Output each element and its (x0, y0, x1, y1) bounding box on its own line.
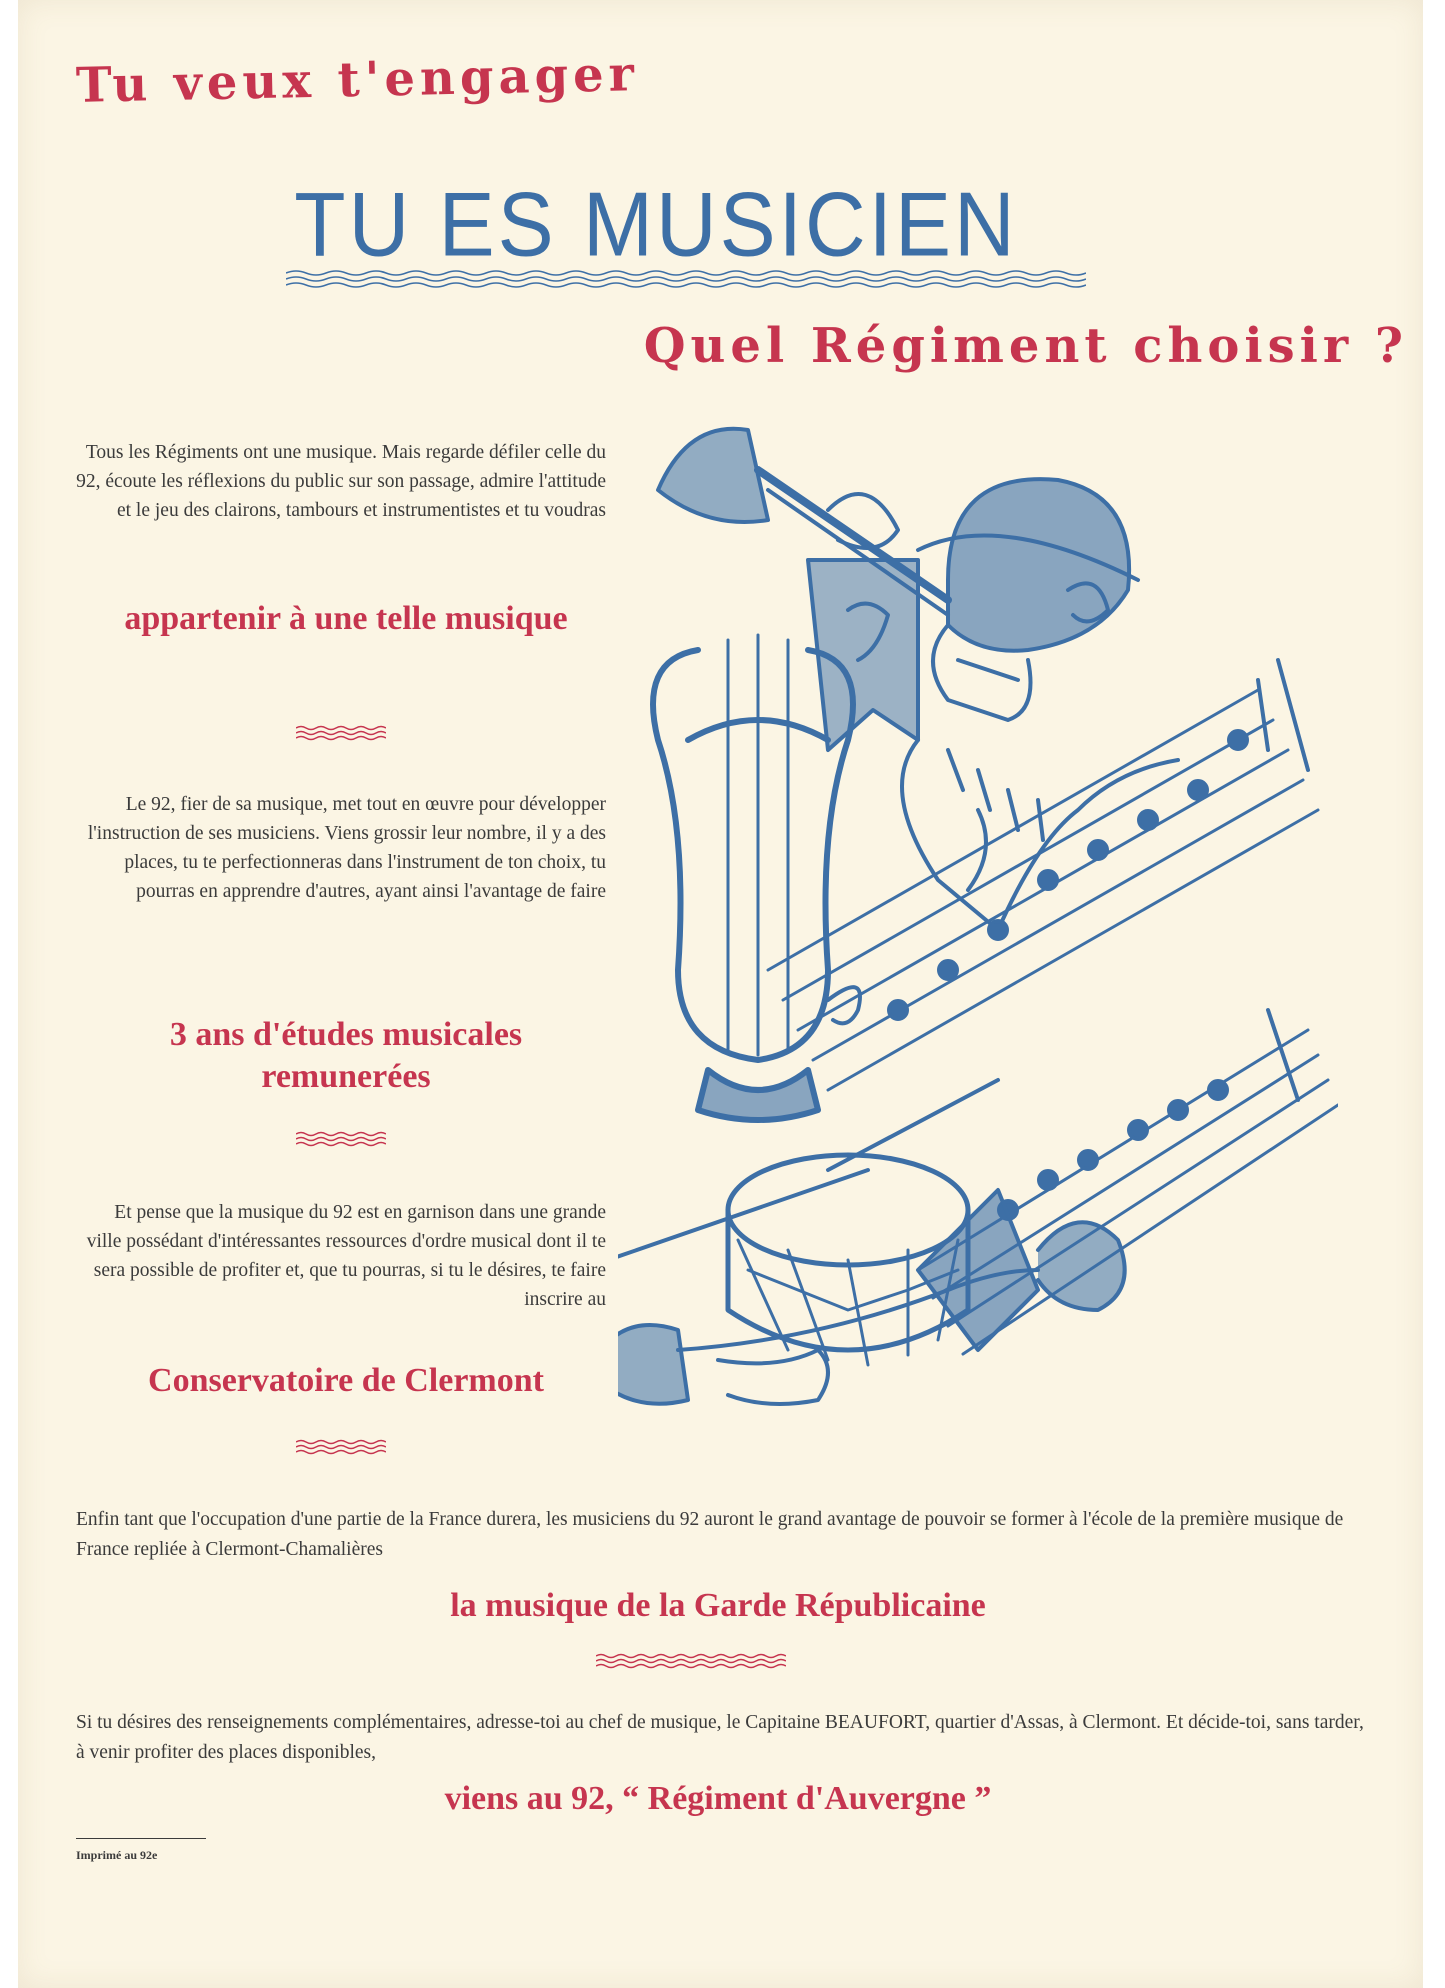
paragraph-3: Et pense que la musique du 92 est en garnison dans une grande ville possédant d'intéressantes ressources d'ordre musical dont il te sera possible de profiter et, que tu pourras, si tu le désires, te faire inscrire au (86, 1202, 606, 1310)
pretitle: Tu veux t'engager (75, 46, 640, 114)
music-illustration (618, 410, 1338, 1420)
drum-icon (618, 1080, 998, 1365)
subtitle: Quel Régiment choisir ? (643, 318, 1408, 374)
divider-1 (296, 724, 386, 742)
highlight-5: viens au 92, “ Régiment d'Auvergne ” (444, 1780, 992, 1817)
divider-2 (296, 1130, 386, 1148)
divider-3 (296, 1438, 386, 1456)
page-title: TU ES MUSICIEN (294, 173, 1018, 275)
highlight-2: 3 ans d'études musicales remunerées (169, 1016, 523, 1095)
highlight-4: la musique de la Garde Républicaine (450, 1587, 986, 1624)
imprint: Imprimé au 92e (76, 1848, 158, 1862)
poster-sheet (18, 0, 1423, 1988)
lower-notes-icon (999, 1010, 1298, 1219)
soldier-head-icon (918, 479, 1138, 720)
paragraph-4: Enfin tant que l'occupation d'une partie de la France durera, les musiciens du 92 auront le grand avantage de pouvoir se former à l'école de la première musique de France repliée à Clermont-Chamalières (76, 1509, 1344, 1560)
upper-notes-icon (889, 660, 1308, 1019)
highlight-1: appartenir à une telle musique (124, 600, 568, 637)
paragraph-1: Tous les Régiments ont une musique. Mais regarde défiler celle du 92, écoute les réflexions du public sur son passage, admire l'attitude et le jeu des clairons, tambours et instrumentistes et tu voudras (76, 442, 606, 521)
title-wavy-rule (286, 268, 1086, 290)
divider-4 (596, 1652, 786, 1670)
footer-rule (76, 1838, 206, 1839)
paragraph-2: Le 92, fier de sa musique, met tout en œuvre pour développer l'instruction de ses musiciens. Viens grossir leur nombre, il y a des places, tu te perfectionneras dans l'instrument de ton choix, tu pourras en apprendre d'autres, ayant ainsi l'avantage de faire (87, 794, 606, 902)
highlight-3: Conservatoire de Clermont (148, 1362, 544, 1399)
paragraph-5: Si tu désires des renseignements complémentaires, adresse-toi au chef de musique, le Capitaine BEAUFORT, quartier d'Assas, à Clermont. Et décide-toi, sans tarder, à venir profiter des places disponibles, (76, 1712, 1364, 1763)
